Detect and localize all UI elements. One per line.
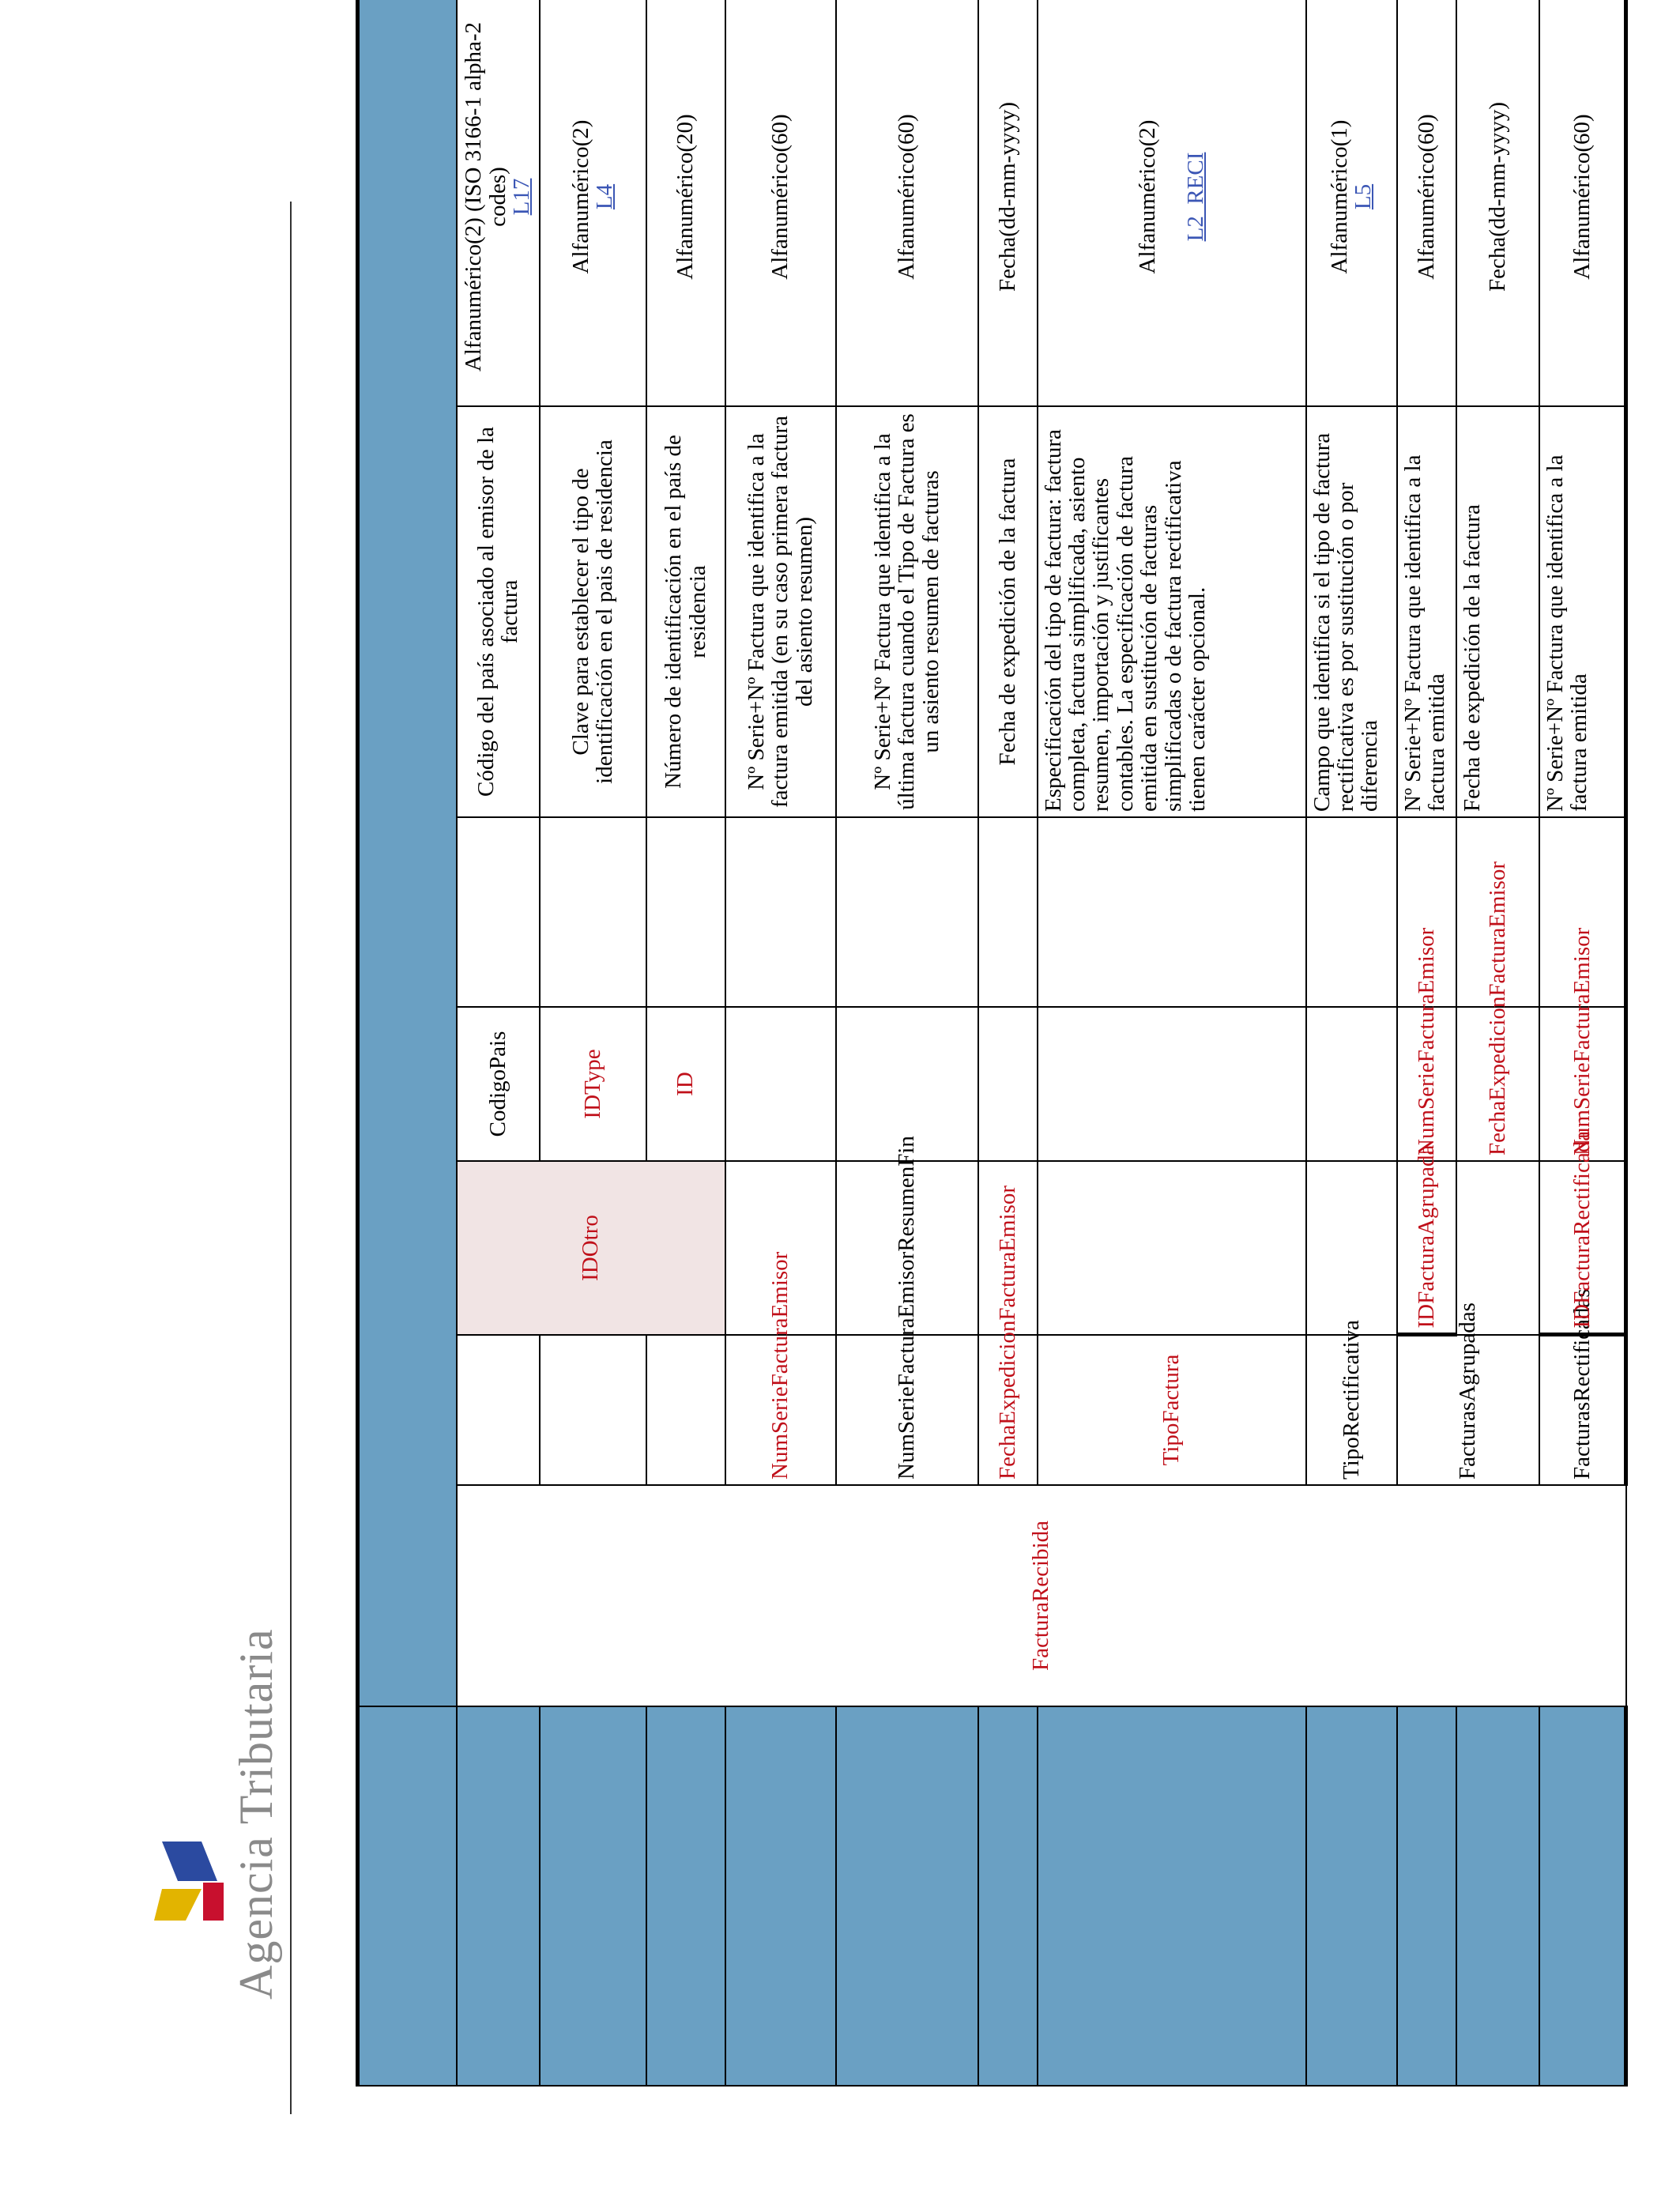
description-cell <box>540 406 646 817</box>
empty-cell <box>646 817 725 1007</box>
description-cell <box>646 406 725 817</box>
empty-cell <box>540 817 646 1007</box>
level3-cell <box>1456 861 1539 1161</box>
level3-cell <box>978 1007 1038 1161</box>
level2-cell <box>1397 1144 1456 1335</box>
format-link[interactable]: L17 <box>509 178 535 216</box>
level2-cell <box>1306 1161 1397 1335</box>
agency-name: Agencia Tributaria <box>230 1628 282 2000</box>
description-cell <box>1397 406 1456 817</box>
side-band-cell <box>1539 1706 1626 2086</box>
description-text: Fecha de expedición de la factura <box>994 458 1020 766</box>
level1-label: TipoRectificativa <box>1338 1320 1364 1480</box>
level1-label: FacturasAgrupadas <box>1455 1302 1481 1480</box>
table-row <box>725 0 836 2086</box>
level1-cell <box>978 1185 1038 1485</box>
description-cell <box>1539 406 1626 817</box>
format-cell <box>1038 0 1306 406</box>
level1-cell <box>1539 1288 1626 1485</box>
side-band-cell <box>1306 1706 1397 2086</box>
level3-cell <box>725 1007 836 1161</box>
description-text: Código del país asociado al emisor de la factura <box>473 427 522 797</box>
level1-label: NumSerieFacturaEmisorResumenFin <box>894 1136 920 1480</box>
format-cell <box>540 0 646 406</box>
format-text: Alfanumérico(60) <box>1413 114 1439 280</box>
side-band-cell <box>725 1706 836 2086</box>
format-text: Alfanumérico(60) <box>767 114 793 280</box>
level3-label: FechaExpedicionFacturaEmisor <box>1484 861 1510 1155</box>
table-row <box>358 0 457 2086</box>
description-cell <box>1306 406 1397 817</box>
agency-logo <box>126 1834 245 2181</box>
format-text: Alfanumérico(2) <box>567 119 593 274</box>
level3-cell <box>540 1007 646 1161</box>
description-text: Número de identificación en el país de residencia <box>661 435 710 789</box>
field-table-container <box>356 0 1595 2087</box>
empty-cell <box>1306 817 1397 1007</box>
level3-cell <box>1539 927 1626 1161</box>
description-text: Especificación del tipo de factura: factura completa, factura simplificada, asiento resumen, importación y justificantes contables. La especificación de factura emitida en sustitución de facturas simplificadas o de factura rectificativa tienen carácter opcional. <box>1040 429 1211 812</box>
format-text: Alfanumérico(1) <box>1326 119 1352 274</box>
table-row <box>1397 0 1456 2086</box>
table-row <box>1038 0 1306 2086</box>
description-cell <box>978 406 1038 817</box>
side-band-cell <box>358 0 457 1706</box>
description-text: Nº Serie+Nº Factura que identifica a la factura emitida <box>1399 454 1449 812</box>
level2-cell <box>1539 1130 1626 1335</box>
level1-cell <box>1397 1302 1539 1485</box>
format-text: Fecha(dd-mm-yyyy) <box>994 102 1020 292</box>
level3-label: CodigoPais <box>484 1031 510 1137</box>
format-cell <box>1539 0 1626 406</box>
level1-label: TipoFactura <box>1158 1354 1185 1466</box>
table-row <box>646 0 725 2086</box>
level3-cell <box>1397 927 1456 1161</box>
format-link[interactable]: L4 <box>592 183 617 210</box>
level1-label: NumSerieFacturaEmisor <box>767 1251 793 1480</box>
format-text: Alfanumérico(2) (ISO 3166-1 alpha-2 codes) <box>461 21 510 372</box>
level1-cell <box>725 1251 836 1485</box>
description-text: Fecha de expedición de la factura <box>1459 504 1485 812</box>
format-cell <box>1456 0 1539 406</box>
side-band-cell <box>836 1706 978 2086</box>
side-band-cell <box>1456 1706 1539 2086</box>
table-row <box>540 0 646 2086</box>
format-cell <box>646 0 725 406</box>
table-row <box>1306 0 1397 2086</box>
level2-label: IDFacturaAgrupada <box>1413 1144 1439 1329</box>
side-band-cell <box>1038 1706 1306 2086</box>
side-band-cell <box>646 1706 725 2086</box>
level1-cell <box>1038 1335 1306 1485</box>
empty-cell <box>457 817 540 1007</box>
group-label: FacturaRecibida <box>1028 1520 1054 1672</box>
level3-label: NumSerieFacturaEmisor <box>1569 927 1595 1155</box>
format-text: Alfanumérico(60) <box>894 114 920 280</box>
description-cell <box>836 406 978 817</box>
format-text: Alfanumérico(2) <box>1135 119 1161 274</box>
format-cell <box>1306 0 1397 406</box>
side-band-cell <box>978 1706 1038 2086</box>
agency-logo-icon <box>154 1834 225 1928</box>
description-cell <box>725 406 836 817</box>
level1-cell <box>646 1335 725 1485</box>
level1-label: FechaExpedicionFacturaEmisor <box>994 1185 1020 1480</box>
empty-cell <box>725 817 836 1007</box>
side-band-cell <box>358 1706 457 2086</box>
description-text: Nº Serie+Nº Factura que identifica a la última factura cuando el Tipo de Factura es un asiento resumen de facturas <box>869 413 944 810</box>
empty-cell <box>836 817 978 1007</box>
description-cell <box>1038 406 1306 817</box>
table-row <box>457 0 540 2086</box>
format-link[interactable]: L2_RECI <box>1182 152 1208 242</box>
format-cell <box>725 0 836 406</box>
format-cell <box>1397 0 1456 406</box>
table-row <box>978 0 1038 2086</box>
level3-label: IDType <box>579 1049 605 1119</box>
format-text: Alfanumérico(20) <box>672 114 699 280</box>
table-row <box>1539 0 1626 2086</box>
description-cell <box>457 406 540 817</box>
format-text: Alfanumérico(60) <box>1569 114 1595 280</box>
level1-label: FacturasRectificadas <box>1569 1288 1595 1480</box>
level2-label: IDFacturaRectificada <box>1569 1130 1595 1329</box>
format-text: Fecha(dd-mm-yyyy) <box>1484 102 1510 292</box>
level1-cell <box>836 1136 978 1485</box>
table-row <box>836 0 978 2086</box>
level3-cell <box>1038 1007 1306 1161</box>
side-band-cell <box>457 1706 540 2086</box>
format-cell <box>836 0 978 406</box>
group-label-cell <box>457 1485 1626 1706</box>
level2-label: IDOtro <box>578 1215 604 1281</box>
side-band-cell <box>540 1706 646 2086</box>
level1-cell <box>457 1335 540 1485</box>
level3-cell <box>457 1007 540 1161</box>
description-text: Campo que identifica si el tipo de factura rectificativa es por sustitución o por diferencia <box>1309 432 1383 812</box>
description-text: Nº Serie+Nº Factura que identifica a la factura emitida (en su caso primera factura del asiento resumen) <box>743 416 817 808</box>
table-row <box>1456 0 1539 2086</box>
level3-cell <box>1306 1007 1397 1161</box>
level2-cell <box>457 1161 725 1335</box>
empty-cell <box>1038 817 1306 1007</box>
header-divider <box>290 202 292 2114</box>
format-link[interactable]: L5 <box>1350 183 1376 210</box>
description-text: Clave para establecer el tipo de identificación en el pais de residencia <box>567 439 617 784</box>
level1-cell <box>1306 1320 1397 1485</box>
level3-label: NumSerieFacturaEmisor <box>1413 927 1439 1155</box>
description-cell <box>1456 406 1539 817</box>
level3-label: ID <box>672 1072 699 1096</box>
side-band-cell <box>1397 1706 1456 2086</box>
level3-cell <box>646 1007 725 1161</box>
field-table <box>356 0 1628 2087</box>
description-text: Nº Serie+Nº Factura que identifica a la factura emitida <box>1542 454 1591 812</box>
empty-cell <box>978 817 1038 1007</box>
level1-cell <box>540 1335 646 1485</box>
format-cell <box>978 0 1038 406</box>
level2-cell <box>1038 1161 1306 1335</box>
format-cell <box>457 0 540 406</box>
